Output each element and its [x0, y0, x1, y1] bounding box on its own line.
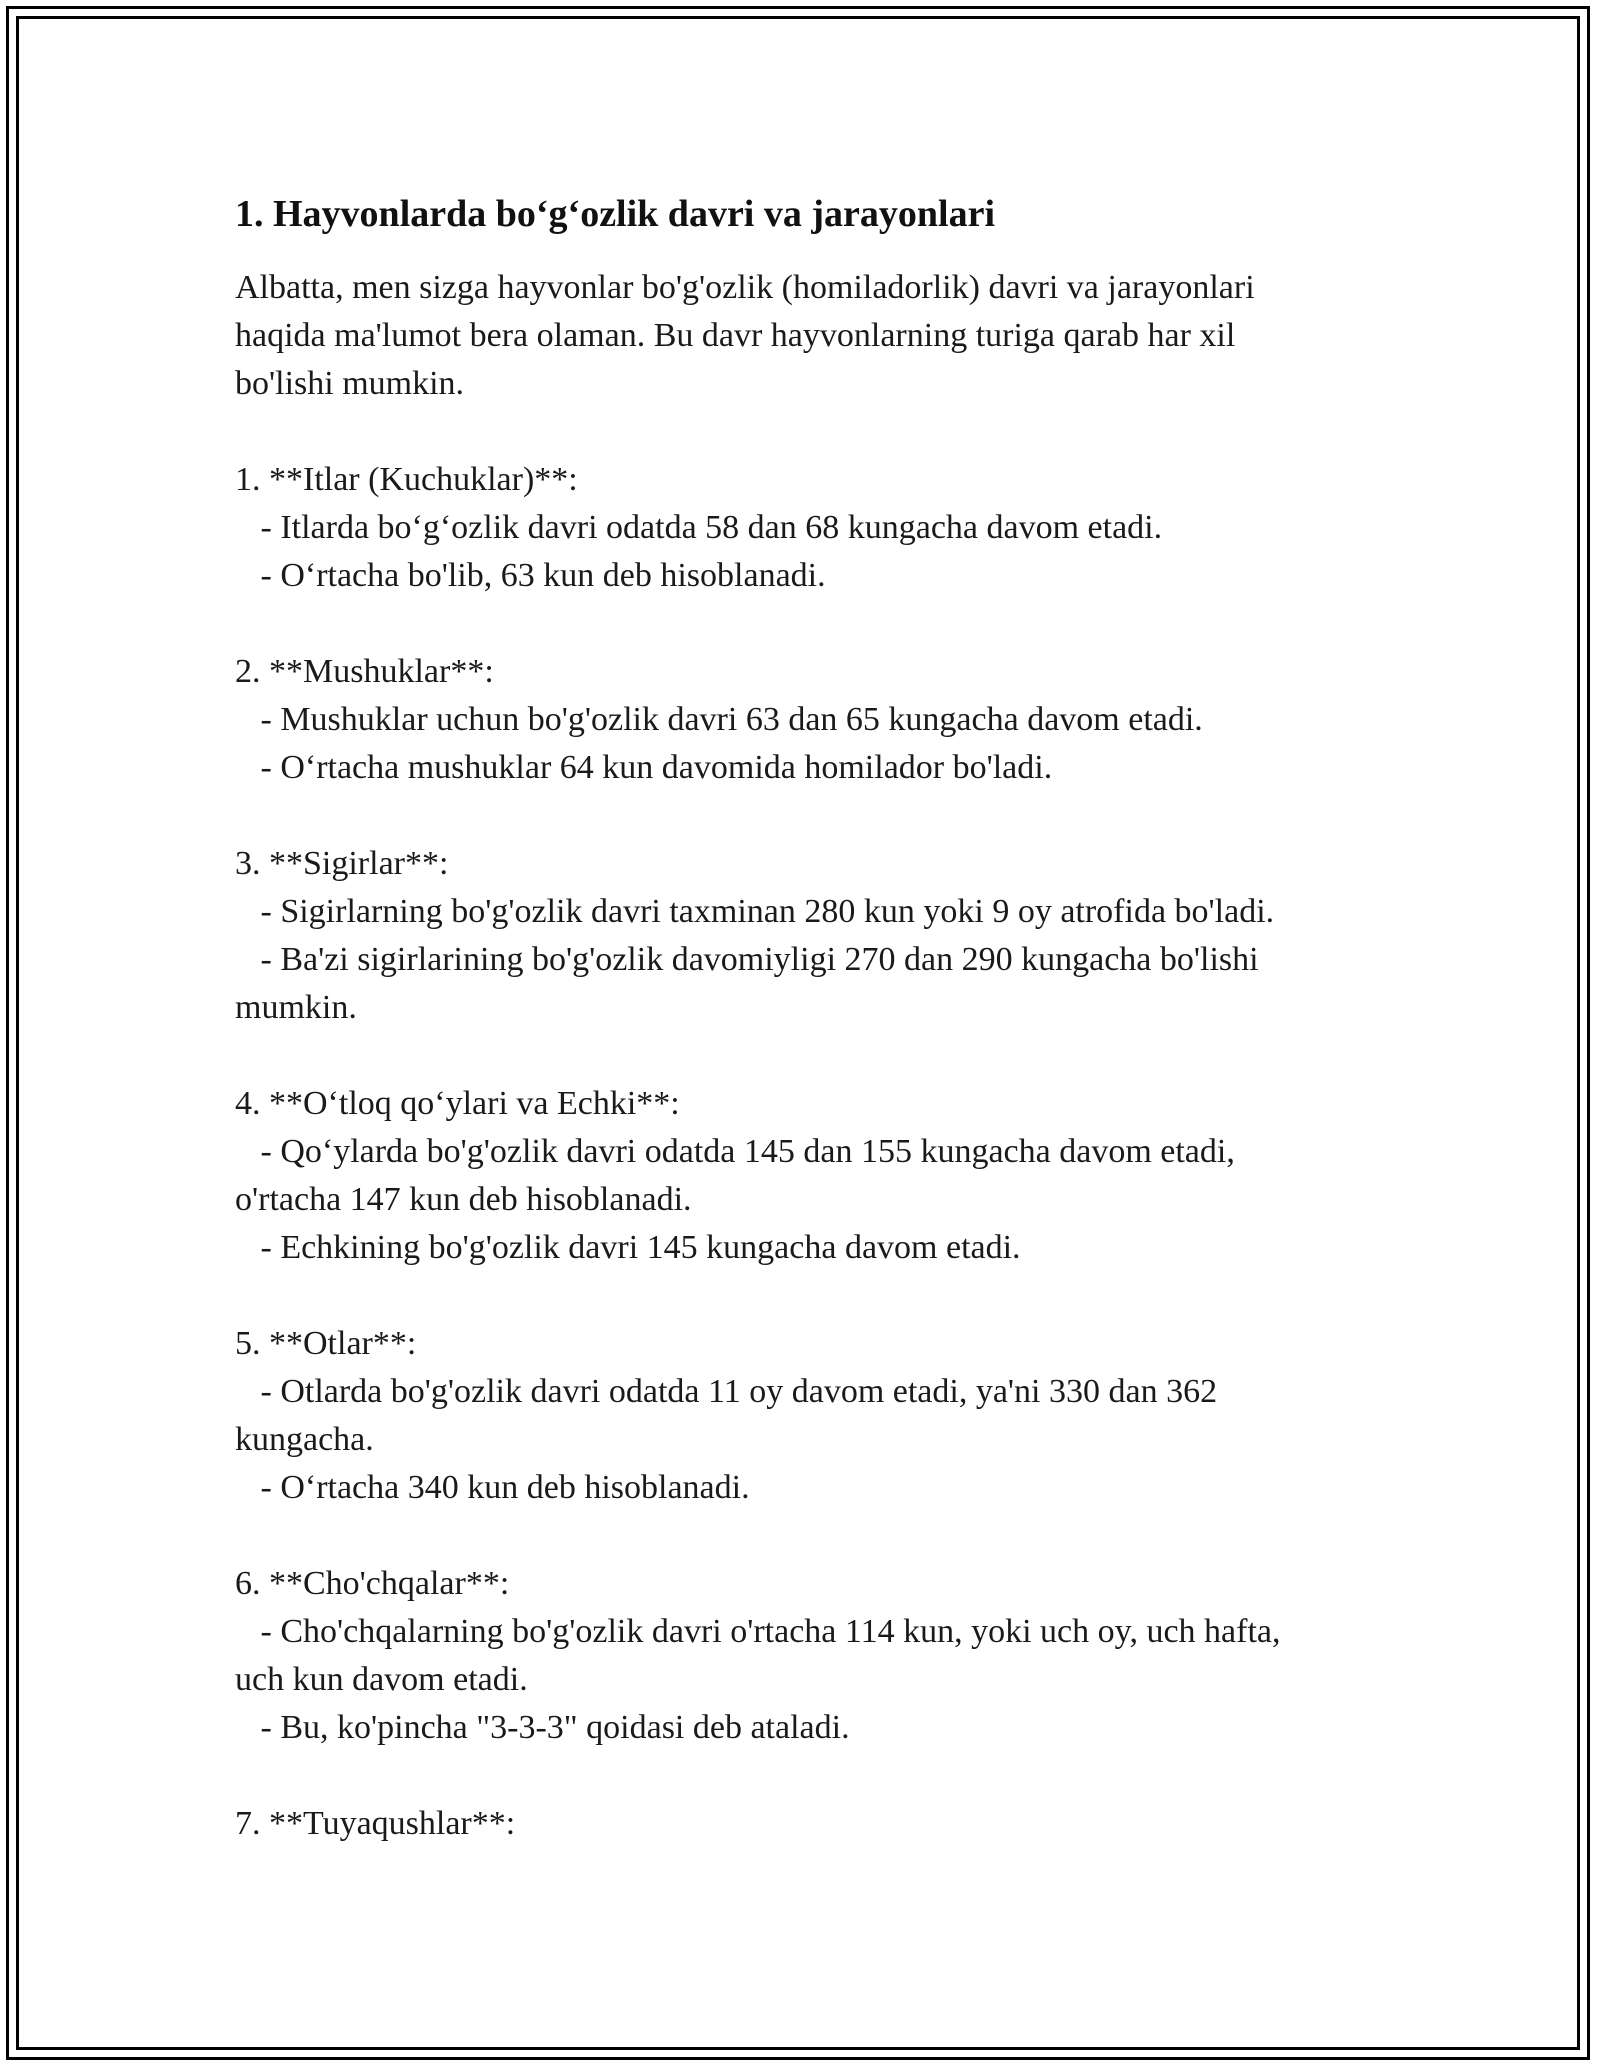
section-line: - Cho'chqalarning bo'g'ozlik davri o'rtacha 114 kun, yoki uch oy, uch hafta, [235, 1613, 1281, 1650]
section-line: - Mushuklar uchun bo'g'ozlik davri 63 dan 65 kungacha davom etadi. [235, 701, 1203, 738]
section-otlar [235, 1320, 1395, 1512]
section-line: - O‘rtacha mushuklar 64 kun davomida homilador bo'ladi. [235, 749, 1053, 786]
section-line: kungacha. [235, 1421, 374, 1458]
section-line: - Qo‘ylarda bo'g'ozlik davri odatda 145 dan 155 kungacha davom etadi, [235, 1133, 1235, 1170]
section-line: - Bu, ko'pincha "3-3-3" qoidasi deb ataladi. [235, 1709, 850, 1746]
section-line: - O‘rtacha 340 kun deb hisoblanadi. [235, 1469, 750, 1506]
section-itlar [235, 456, 1395, 600]
section-qoylar-echki [235, 1080, 1395, 1272]
section-sigirlar [235, 840, 1395, 1032]
section-mushuklar [235, 648, 1395, 792]
section-heading: 3. **Sigirlar**: [235, 845, 449, 882]
section-line: o'rtacha 147 kun deb hisoblanadi. [235, 1181, 692, 1218]
section-heading: 4. **O‘tloq qo‘ylari va Echki**: [235, 1085, 680, 1122]
section-line: uch kun davom etadi. [235, 1661, 528, 1698]
section-tuyaqushlar [235, 1800, 1395, 1848]
section-line: - Sigirlarning bo'g'ozlik davri taxminan 280 kun yoki 9 oy atrofida bo'ladi. [235, 893, 1275, 930]
section-heading: 6. **Cho'chqalar**: [235, 1565, 510, 1602]
section-line: mumkin. [235, 989, 357, 1026]
section-line: - O‘rtacha bo'lib, 63 kun deb hisoblanadi. [235, 557, 826, 594]
section-heading: 7. **Tuyaqushlar**: [235, 1805, 516, 1842]
section-line: - Ba'zi sigirlarining bo'g'ozlik davomiyligi 270 dan 290 kungacha bo'lishi [235, 941, 1259, 978]
document-title: 1. Hayvonlarda bo‘g‘ozlik davri va jarayonlari [235, 193, 995, 235]
section-heading: 2. **Mushuklar**: [235, 653, 494, 690]
document-body [235, 190, 1395, 1848]
section-line: - Otlarda bo'g'ozlik davri odatda 11 oy davom etadi, ya'ni 330 dan 362 [235, 1373, 1218, 1410]
section-line: - Echkining bo'g'ozlik davri 145 kungacha davom etadi. [235, 1229, 1021, 1266]
intro-paragraph: Albatta, men sizga hayvonlar bo'g'ozlik (homiladorlik) davri va jarayonlari haqida ma'lumot bera olaman. Bu davr hayvonlarning turiga qarab har xil bo'lishi mumkin. [235, 269, 1255, 402]
section-heading: 1. **Itlar (Kuchuklar)**: [235, 461, 578, 498]
section-line: - Itlarda bo‘g‘ozlik davri odatda 58 dan 68 kungacha davom etadi. [235, 509, 1163, 546]
section-heading: 5. **Otlar**: [235, 1325, 417, 1362]
section-chochqalar [235, 1560, 1395, 1752]
